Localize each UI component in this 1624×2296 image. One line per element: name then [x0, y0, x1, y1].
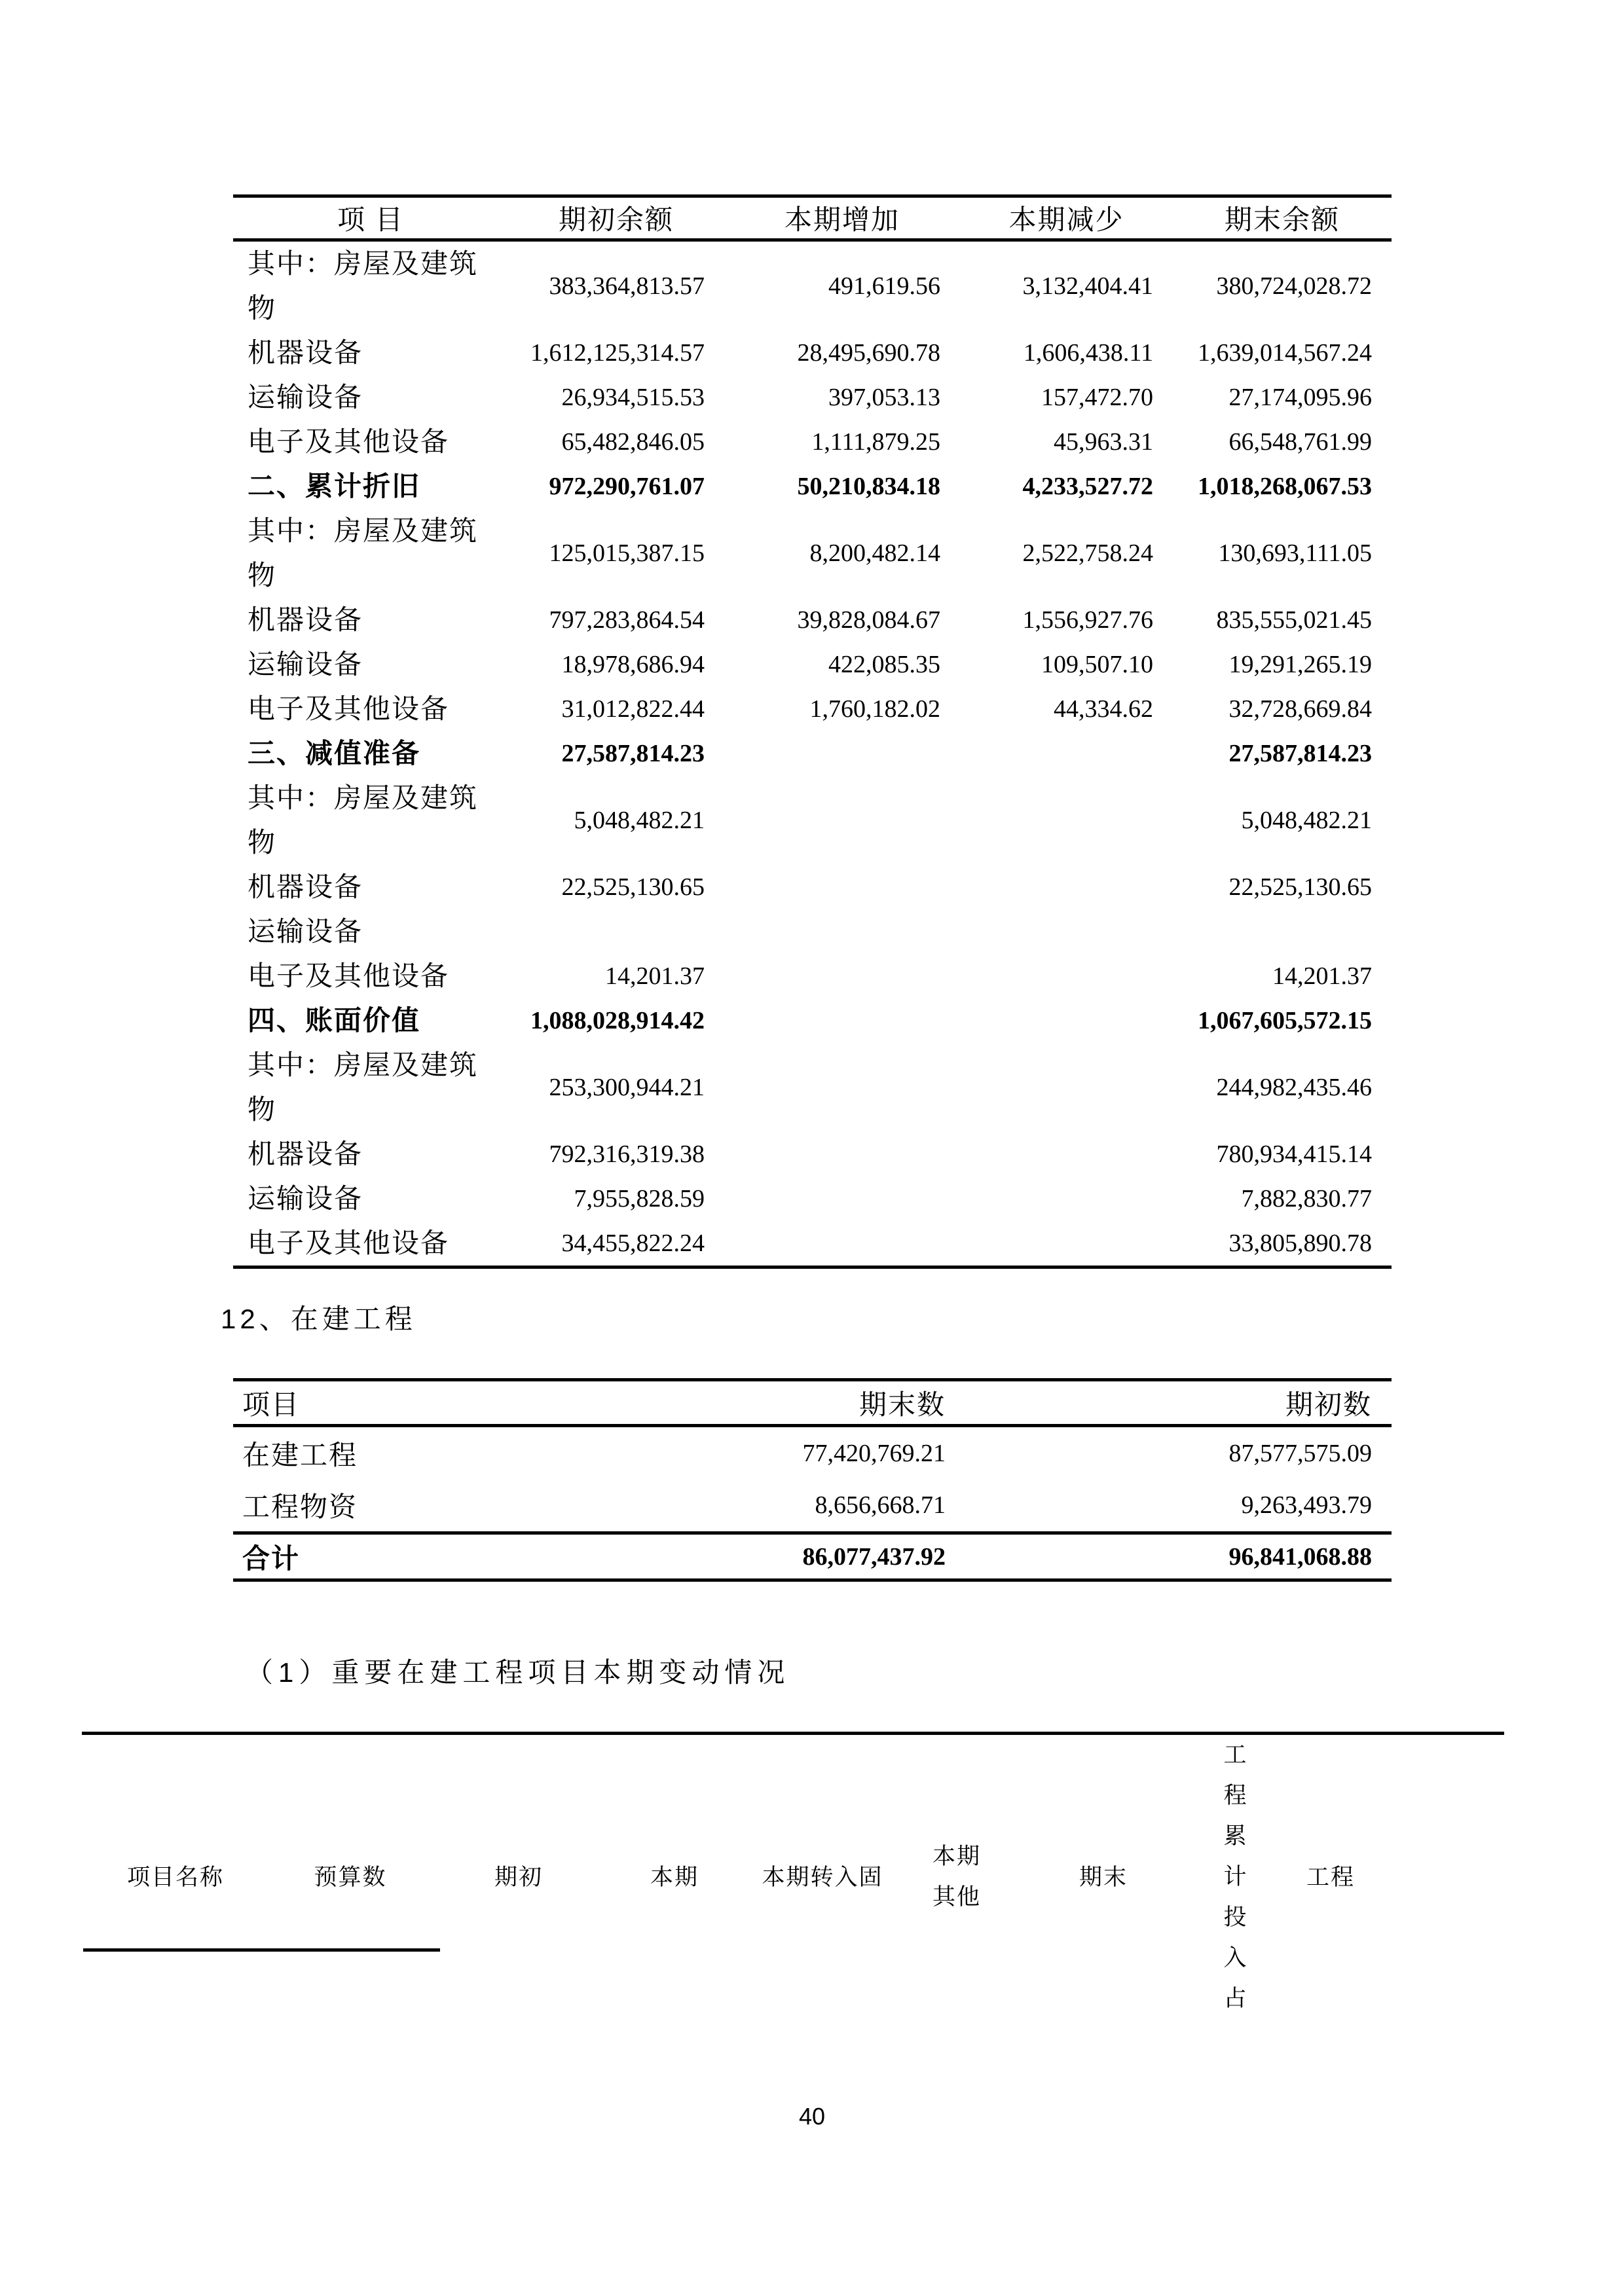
cell-value: 244,982,435.46 [1216, 1074, 1372, 1101]
table-row [233, 1533, 1392, 1580]
row-label-text: 其中：房屋及建筑物 [248, 1049, 479, 1125]
cell-value [724, 865, 960, 909]
row-label: 在建工程 [242, 1439, 358, 1470]
cell-value: 22,525,130.65 [561, 873, 705, 901]
column-header [1195, 1734, 1276, 2020]
cell-value [724, 954, 960, 998]
column-header [269, 1734, 432, 2020]
cell-value: 2,522,758.24 [1022, 539, 1153, 567]
table-row [233, 1176, 1392, 1221]
table-row [233, 598, 1392, 642]
row-label-text: 运输设备 [248, 649, 363, 680]
cell-value: 77,420,769.21 [802, 1439, 946, 1467]
table-row [233, 909, 1392, 954]
cell-value [724, 776, 960, 865]
cell-value: 14,201.37 [1272, 962, 1372, 990]
row-label-text: 机器设备 [248, 337, 363, 368]
cell-value [960, 865, 1173, 909]
table-row [233, 509, 1392, 598]
cell-value: 1,111,879.25 [811, 428, 940, 456]
row-label [233, 731, 508, 776]
cell-value: 19,291,265.19 [1228, 651, 1372, 678]
row-label-text: 机器设备 [248, 1139, 363, 1169]
cell-value [508, 909, 724, 954]
column-header [82, 1734, 269, 2020]
cell-value: 5,048,482.21 [574, 807, 705, 834]
column-header-text: 项目名称 [126, 1864, 224, 1890]
cell-value: 1,760,182.02 [809, 695, 940, 723]
cell-value: 33,805,890.78 [1228, 1230, 1372, 1257]
row-label [233, 865, 508, 909]
cell-value [960, 731, 1173, 776]
column-header-text: 工程累计投入占 [1223, 1742, 1248, 2011]
row-label [233, 375, 508, 420]
table-row [233, 865, 1392, 909]
cell-value: 28,495,690.78 [797, 339, 940, 367]
column-header-text: 期末 [1079, 1864, 1128, 1890]
cell-value: 44,334.62 [1054, 695, 1153, 723]
table-row [233, 1132, 1392, 1176]
cell-value: 1,067,605,572.15 [1198, 1007, 1372, 1034]
cell-value [960, 909, 1173, 954]
cell-value: 39,828,084.67 [797, 606, 940, 634]
row-label-text: 其中：房屋及建筑物 [248, 248, 479, 323]
cell-value [724, 1221, 960, 1267]
row-label-text: 电子及其他设备 [248, 1228, 450, 1258]
cell-value: 1,018,268,067.53 [1198, 473, 1372, 500]
table-row [233, 1043, 1392, 1132]
column-header-text: 本期其他 [932, 1844, 981, 1910]
column-header [1276, 1734, 1385, 2020]
row-label-text: 其中：房屋及建筑物 [248, 782, 479, 858]
cell-value: 253,300,944.21 [549, 1074, 705, 1101]
row-label [233, 954, 508, 998]
cell-value [960, 776, 1173, 865]
row-label-text: 运输设备 [248, 916, 363, 947]
cell-value: 491,619.56 [828, 272, 940, 300]
column-header [606, 1734, 743, 2020]
cell-value: 4,233,527.72 [1022, 473, 1153, 500]
cell-value: 797,283,864.54 [549, 606, 705, 634]
cell-value [724, 998, 960, 1043]
row-label-text: 运输设备 [248, 1183, 363, 1214]
column-header-text: 本期 [650, 1864, 699, 1890]
column-header-text: 工程 [1306, 1864, 1355, 1890]
column-header [902, 1734, 1012, 2020]
row-label: 合计 [242, 1542, 301, 1574]
row-label [233, 909, 508, 954]
cell-value [960, 998, 1173, 1043]
cell-value: 32,728,669.84 [1228, 695, 1372, 723]
column-header-text: 期初 [494, 1864, 543, 1890]
cell-value: 14,201.37 [605, 962, 705, 990]
cell-value: 9,263,493.79 [1241, 1491, 1372, 1520]
column-header: 本期增加 [784, 204, 900, 235]
table-row [233, 776, 1392, 865]
column-header: 项目 [242, 1389, 301, 1420]
column-header: 期初数 [1285, 1389, 1372, 1420]
column-header [743, 1734, 902, 2020]
row-label: 工程物资 [242, 1491, 358, 1523]
cell-value [724, 731, 960, 776]
row-label-text: 机器设备 [248, 871, 363, 902]
cell-value: 1,639,014,567.24 [1198, 339, 1372, 367]
cell-value: 422,085.35 [828, 651, 940, 678]
cell-value: 972,290,761.07 [549, 473, 705, 500]
column-header [432, 1734, 606, 2020]
row-label-text: 电子及其他设备 [248, 960, 450, 991]
row-label [233, 331, 508, 375]
cip-summary-table [233, 1378, 1392, 1582]
table-row [233, 375, 1392, 420]
cell-value: 45,963.31 [1054, 428, 1153, 456]
row-label-text: 二、累计折旧 [248, 471, 421, 501]
table-row [233, 1480, 1392, 1533]
cell-value: 87,577,575.09 [1228, 1439, 1372, 1467]
cell-value: 1,088,028,914.42 [530, 1007, 705, 1034]
subsection-heading-cip-changes: （1）重要在建工程项目本期变动情况 [246, 1657, 790, 1688]
column-header-text: 预算数 [314, 1864, 387, 1890]
footnote-rule [83, 1948, 440, 1952]
cell-value [724, 1176, 960, 1221]
column-header: 本期减少 [1008, 204, 1124, 235]
table-row [233, 687, 1392, 731]
column-header-text: 本期转入固 [762, 1864, 883, 1890]
cell-value: 31,012,822.44 [561, 695, 705, 723]
cell-value: 792,316,319.38 [549, 1140, 705, 1168]
table-row [233, 1426, 1392, 1480]
cell-value: 66,548,761.99 [1228, 428, 1372, 456]
cell-value: 7,882,830.77 [1241, 1185, 1372, 1212]
table-row [233, 420, 1392, 464]
row-label [233, 240, 508, 331]
column-header: 期末余额 [1224, 204, 1340, 235]
cell-value: 26,934,515.53 [561, 384, 705, 411]
cell-value: 8,656,668.71 [815, 1491, 946, 1520]
table-row [233, 998, 1392, 1043]
cell-value: 1,556,927.76 [1022, 606, 1153, 634]
row-label [233, 642, 508, 687]
cell-value [960, 954, 1173, 998]
cell-value: 7,955,828.59 [574, 1185, 705, 1212]
row-label-text: 电子及其他设备 [248, 693, 450, 724]
row-label [233, 1132, 508, 1176]
row-label-text: 运输设备 [248, 382, 363, 412]
cell-value: 27,587,814.23 [1228, 740, 1372, 767]
cell-value: 86,077,437.92 [802, 1542, 946, 1571]
column-header-filler [1385, 1734, 1504, 2020]
cell-value: 5,048,482.21 [1241, 807, 1372, 834]
table-row [233, 954, 1392, 998]
column-header [1012, 1734, 1195, 2020]
cell-value: 18,978,686.94 [561, 651, 705, 678]
table-row [233, 240, 1392, 331]
cell-value [724, 1043, 960, 1132]
cell-value [960, 1176, 1173, 1221]
table-row [233, 642, 1392, 687]
cell-value: 125,015,387.15 [549, 539, 705, 567]
row-label [233, 464, 508, 509]
cell-value [724, 1132, 960, 1176]
cell-value: 8,200,482.14 [809, 539, 940, 567]
cell-value: 1,606,438.11 [1023, 339, 1153, 367]
row-label-text: 四、账面价值 [248, 1005, 421, 1036]
column-header: 期初余额 [558, 204, 674, 235]
cell-value: 96,841,068.88 [1228, 1542, 1372, 1571]
cell-value: 383,364,813.57 [549, 272, 705, 300]
cell-value [1173, 909, 1392, 954]
cell-value: 397,053.13 [828, 384, 940, 411]
table-row [233, 1221, 1392, 1267]
row-label-text: 三、减值准备 [248, 738, 421, 769]
row-label-text: 其中：房屋及建筑物 [248, 515, 479, 591]
cell-value: 27,174,095.96 [1228, 384, 1372, 411]
cell-value: 65,482,846.05 [561, 428, 705, 456]
cell-value: 157,472.70 [1041, 384, 1153, 411]
cell-value [960, 1221, 1173, 1267]
cell-value: 27,587,814.23 [561, 740, 705, 767]
row-label-text: 机器设备 [248, 604, 363, 635]
fixed-assets-table [233, 194, 1392, 1269]
table-row [233, 331, 1392, 375]
row-label [233, 687, 508, 731]
cell-value: 1,612,125,314.57 [530, 339, 705, 367]
row-label [233, 1176, 508, 1221]
row-label [233, 1043, 508, 1132]
cell-value: 34,455,822.24 [561, 1230, 705, 1257]
table-row [233, 464, 1392, 509]
cip-summary-header-row [233, 1380, 1392, 1426]
cell-value: 380,724,028.72 [1216, 272, 1372, 300]
row-label [233, 509, 508, 598]
row-label [233, 998, 508, 1043]
row-label [233, 776, 508, 865]
fixed-assets-header-row [233, 196, 1392, 240]
cell-value: 50,210,834.18 [797, 473, 940, 500]
cell-value: 3,132,404.41 [1022, 272, 1153, 300]
cell-value [960, 1132, 1173, 1176]
row-label [233, 420, 508, 464]
cell-value: 22,525,130.65 [1228, 873, 1372, 901]
table-row [233, 731, 1392, 776]
cell-value: 780,934,415.14 [1216, 1140, 1372, 1168]
cip-projects-table [82, 1732, 1504, 2019]
row-label [233, 1221, 508, 1267]
cell-value: 130,693,111.05 [1218, 539, 1372, 567]
row-label [233, 598, 508, 642]
column-header: 期末数 [858, 1389, 946, 1420]
cell-value [960, 1043, 1173, 1132]
row-label-text: 电子及其他设备 [248, 426, 450, 457]
page-number: 40 [798, 2103, 826, 2130]
column-header: 项 目 [337, 204, 404, 235]
cell-value [724, 909, 960, 954]
section-heading-cip: 12、在建工程 [221, 1303, 416, 1334]
cell-value: 835,555,021.45 [1216, 606, 1372, 634]
cip-projects-header-row [82, 1734, 1504, 2020]
cell-value: 109,507.10 [1041, 651, 1153, 678]
